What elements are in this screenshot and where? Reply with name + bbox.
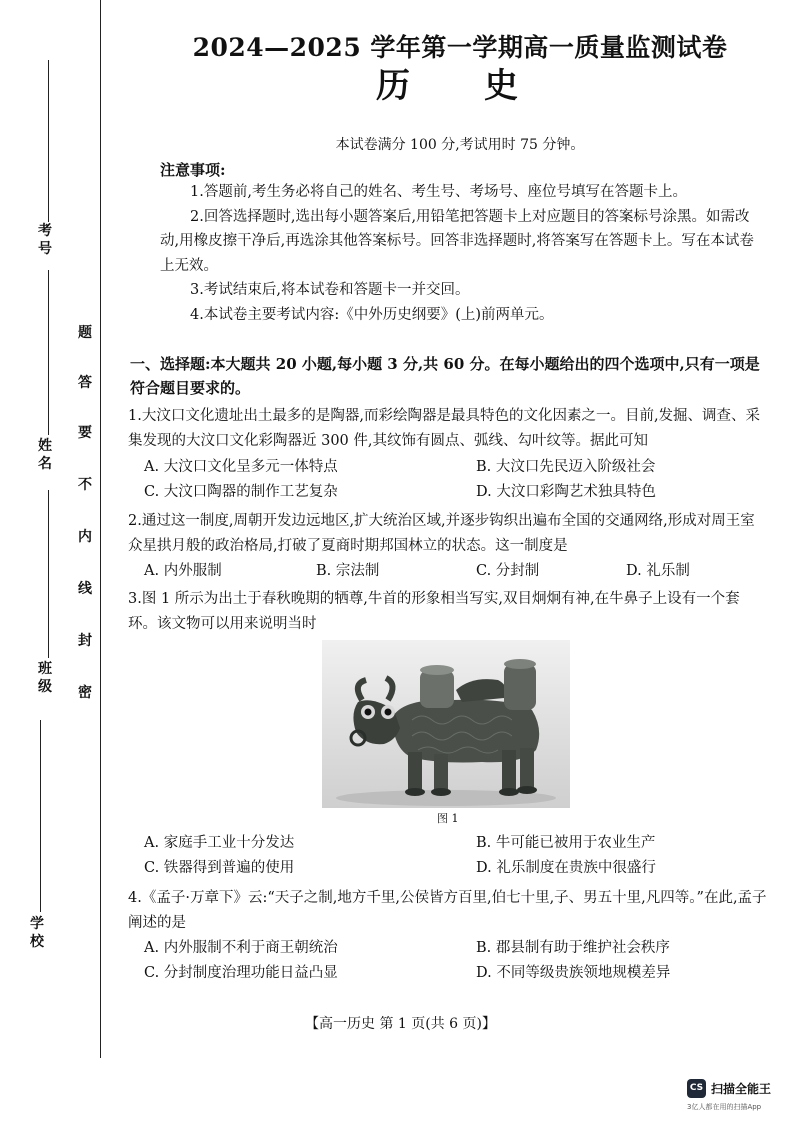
notice-item: 4.本试卷主要考试内容:《中外历史纲要》(上)前两单元。 — [190, 306, 554, 323]
notice-item: 3.考试结束后,将本试卷和答题卡一并交回。 — [190, 282, 470, 298]
question-option: D. 礼乐制 — [626, 563, 690, 579]
seal-char: 线 — [78, 581, 92, 597]
seal-char: 封 — [78, 633, 92, 649]
section-heading: 一、选择题:本大题共 20 小题,每小题 3 分,共 60 分。在每小题给出的四个选项中,只有一项是符合题目要求的。 — [130, 355, 760, 397]
binding-line — [100, 0, 101, 1058]
school-label: 学校 — [30, 916, 44, 950]
question-stem: 1.大汶口文化遗址出土最多的是陶器,而彩绘陶器是最具特色的文化因素之一。目前,发掘、调查、采集发现的大汶口文化彩陶器近 300 件,其纹饰有圆点、弧线、勾叶纹等。据此可知 — [128, 408, 761, 449]
notice-list — [160, 180, 760, 327]
name-label: 姓名 — [38, 438, 52, 472]
notice-item: 2.回答选择题时,选出每小题答案后,用铅笔把答题卡上对应题目的答案标号涂黑。如需改动,用橡皮擦干净后,再选涂其他答案标号。回答非选择题时,将答案写在答题卡上。写在本试卷上无效。 — [160, 208, 754, 274]
question-stem: 3.图 1 所示为出土于春秋晚期的牺尊,牛首的形象相当写实,双目炯炯有神,在牛鼻子上设有一个套环。该文物可以用来说明当时 — [128, 591, 740, 632]
seal-char: 密 — [78, 685, 92, 701]
page-footer: 【高一历史 第 1 页(共 6 页)】 — [305, 1016, 496, 1032]
question-option: A. 大汶口文化呈多元一体特点 — [144, 459, 338, 475]
question-option: B. 牛可能已被用于农业生产 — [476, 835, 656, 851]
seal-char: 题 — [78, 325, 92, 341]
figure-caption: 图 1 — [437, 812, 459, 825]
question-option: D. 不同等级贵族领地规模差异 — [476, 965, 671, 981]
exam-no-label: 考号 — [38, 223, 52, 257]
question-option: C. 分封制 — [476, 563, 540, 579]
subject-title — [376, 58, 522, 107]
exam-info: 本试卷满分 100 分,考试用时 75 分钟。 — [335, 137, 585, 153]
scanner-app-name: 扫描全能王 — [711, 1082, 772, 1096]
question-option: A. 家庭手工业十分发达 — [144, 835, 295, 851]
question-option: C. 铁器得到普遍的使用 — [144, 860, 295, 876]
school-field — [40, 720, 41, 912]
question-option: D. 礼乐制度在贵族中很盛行 — [476, 860, 656, 876]
question-option: D. 大汶口彩陶艺术独具特色 — [476, 484, 656, 500]
question-option: B. 郡县制有助于维护社会秩序 — [476, 940, 670, 956]
bronze-ox-zun-image — [322, 640, 570, 808]
bronze-ox-illustration — [322, 640, 570, 808]
subject-char: 史 — [484, 66, 522, 106]
seal-char: 内 — [78, 529, 92, 545]
exam-title: 2024—2025 学年第一学期高一质量监测试卷 — [192, 33, 728, 62]
question-option: B. 宗法制 — [316, 563, 380, 579]
seal-char: 不 — [78, 477, 92, 493]
question-option: A. 内外服制 — [144, 563, 222, 579]
exam-no-field — [48, 60, 49, 222]
seal-char: 答 — [78, 375, 92, 391]
camscanner-logo-icon: CS — [687, 1079, 706, 1098]
question-stem: 2.通过这一制度,周朝开发边远地区,扩大统治区域,并逐步钩织出遍布全国的交通网络,形成对周王室众星拱月般的政治格局,打破了夏商时期邦国林立的状态。这一制度是 — [128, 513, 755, 554]
subject-char: 历 — [376, 66, 414, 106]
class-field — [48, 490, 49, 658]
seal-char: 要 — [78, 425, 92, 441]
name-field — [48, 270, 49, 435]
class-label: 班级 — [38, 661, 52, 695]
scanner-slogan: 3亿人都在用的扫描App — [687, 1103, 762, 1111]
question-stem: 4.《孟子·万章下》云:“天子之制,地方千里,公侯皆方百里,伯七十里,子、男五十里,凡四等。”在此,孟子阐述的是 — [128, 890, 767, 931]
question-option: C. 大汶口陶器的制作工艺复杂 — [144, 484, 338, 500]
question-option: C. 分封制度治理功能日益凸显 — [144, 965, 338, 981]
notice-heading: 注意事项: — [160, 161, 226, 179]
notice-item: 1.答题前,考生务必将自己的姓名、考生号、考场号、座位号填写在答题卡上。 — [190, 184, 687, 200]
question-option: A. 内外服制不利于商王朝统治 — [144, 940, 338, 956]
question-option: B. 大汶口先民迈入阶级社会 — [476, 459, 656, 475]
